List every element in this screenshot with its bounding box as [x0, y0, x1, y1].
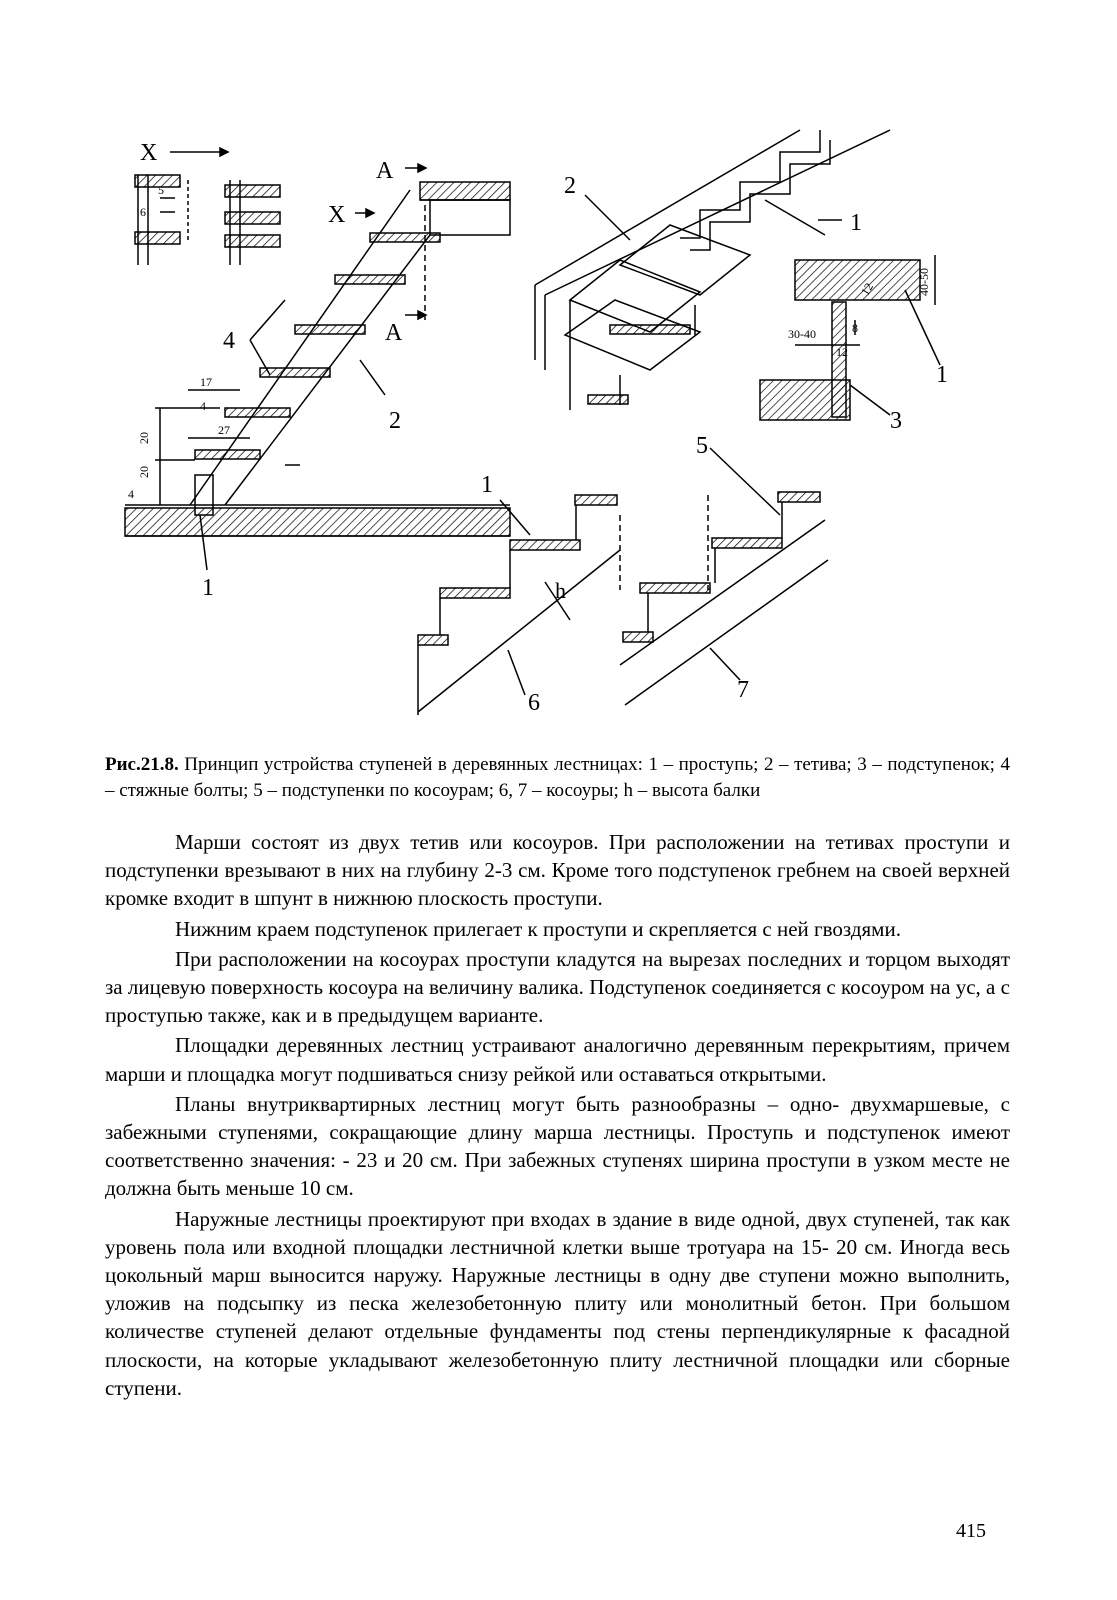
- paragraph: Планы внутриквартирных лестниц могут быть разнообразны – одно- двухмаршевые, с забежными ступенями, сокращающие длину марша лестницы. Проступь и подступенок имеют соответственно значения: - 23 и 20 см. При забежных ступенях ширина проступи в узком месте не должна быть меньше 10 см.: [105, 1091, 1010, 1201]
- dim-6: 6: [140, 205, 146, 219]
- label-2-left: 2: [389, 408, 401, 434]
- dim-4b: 4: [128, 487, 134, 501]
- paragraph: При расположении на косоурах проступи кладутся на вырезах последних и торцом выходят за лицевую поверхность косоура на величину валика. Подступенок соединяется с косоуром на ус, а с проступью также, как и в предыдущем варианте.: [105, 946, 1010, 1028]
- dim-20b: 20: [137, 466, 151, 478]
- label-a-bottom: A: [385, 320, 403, 346]
- body-text: [105, 828, 1010, 1404]
- dim-5: 5: [158, 183, 164, 197]
- label-1-right: 1: [936, 362, 948, 388]
- dim-4: 4: [200, 399, 206, 413]
- page-number: 415: [956, 1520, 986, 1542]
- label-a-top: A: [376, 158, 394, 184]
- dim-20a: 20: [137, 432, 151, 444]
- paragraph: Наружные лестницы проектируют при входах в здание в виде одной, двух ступеней, так как уровень пола или входной площадки лестничной клетки выше тротуара на 15- 20 см. Иногда весь цокольный марш выносится наружу. Наружные лестницы в одну две ступени можно выполнить, уложив на подсыпку из песка железобетонную плиту или монолитный бетон. При большом количестве ступеней делают отдельные фундаменты под стены перпендикулярные к фасадной плоскости, на которые укладывают железобетонную плиту лестничной площадки или сборные ступени.: [105, 1206, 1010, 1400]
- dim-17: 17: [200, 375, 212, 389]
- paragraph: Нижним краем подступенок прилегает к проступи и скрепляется с ней гвоздями.: [175, 916, 901, 941]
- label-5: 5: [696, 433, 708, 459]
- label-3: 3: [890, 408, 902, 434]
- label-1-right-top: 1: [850, 210, 862, 236]
- figure-labels: [140, 140, 948, 716]
- label-x-top: X: [140, 140, 158, 166]
- label-6: 6: [528, 690, 540, 716]
- figure-caption: [105, 752, 1010, 804]
- stringer-profiles: [418, 448, 828, 715]
- label-1-left: 1: [202, 575, 214, 601]
- dim-30-40: 30-40: [788, 327, 816, 341]
- dim-12b: 12: [857, 280, 877, 298]
- dim-8: 8: [852, 321, 858, 335]
- dim-40-50: 40-50: [917, 268, 931, 296]
- label-7: 7: [737, 677, 749, 703]
- staircase-figure: [100, 120, 1020, 730]
- tread-riser-detail: [760, 255, 940, 420]
- figure-caption-text: Принцип устройства ступеней в деревянных лестницах: 1 – проступь; 2 – тетива; 3 – подступенок; 4 – стяжные болты; 5 – подступенки по косоурам; 6, 7 – косоуры; h – высота балки: [105, 754, 1010, 801]
- paragraph: Марши состоят из двух тетив или косоуров. При расположении на тетивах проступи и подступенки врезывают в них на глубину 2-3 см. Кроме того подступенок гребнем на своей верхней кромке входит в шпунт в нижнюю плоскость проступи.: [105, 830, 1010, 911]
- label-2-right: 2: [564, 173, 576, 199]
- label-1-bottom: 1: [481, 472, 493, 498]
- label-h: h: [555, 578, 566, 603]
- dim-12: 12: [836, 345, 848, 359]
- label-4: 4: [223, 328, 235, 354]
- paragraph: Площадки деревянных лестниц устраивают аналогично деревянным перекрытиям, причем марши и площадка могут подшиваться снизу рейкой или оставаться открытыми.: [105, 1033, 1010, 1086]
- stringer-stair-drawing: [125, 148, 510, 570]
- label-x-mid: X: [328, 202, 346, 228]
- dim-27: 27: [218, 423, 230, 437]
- figure-caption-label: Рис.21.8.: [105, 754, 179, 775]
